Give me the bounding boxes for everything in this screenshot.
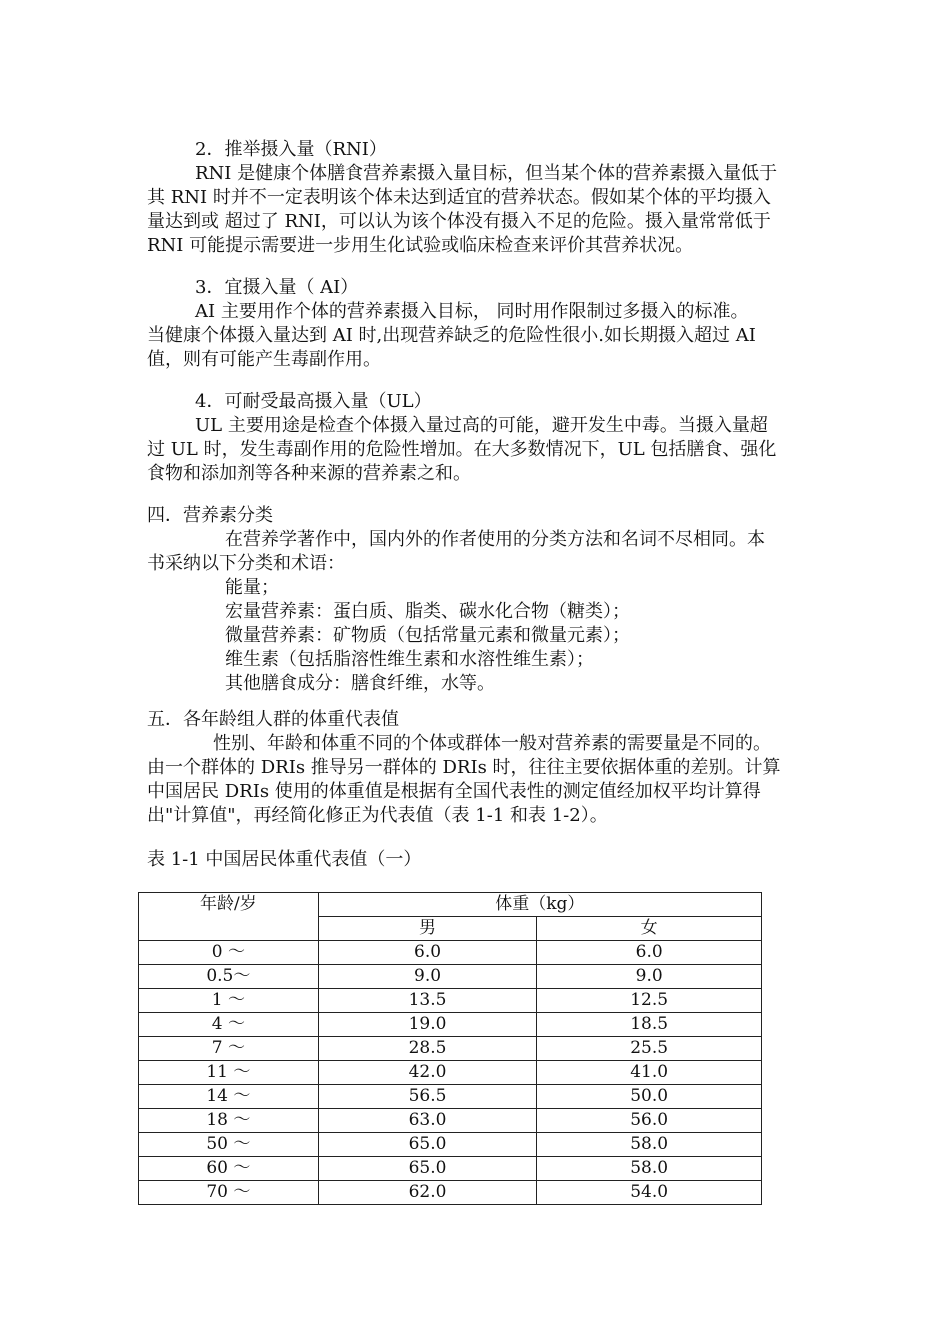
table-row	[139, 1157, 762, 1181]
text-line: UL 主要用途是检查个体摄入量过高的可能，避开发生中毒。当摄入量超	[195, 415, 768, 436]
cell-female: 41.0	[537, 1061, 762, 1085]
cell-age: 0 ～	[139, 941, 319, 965]
text-line: 食物和添加剂等各种来源的营养素之和。	[147, 463, 471, 484]
table-row	[139, 1109, 762, 1133]
table-row	[139, 1037, 762, 1061]
cell-age: 0.5～	[139, 965, 319, 989]
cell-female: 25.5	[537, 1037, 762, 1061]
section-rni	[147, 138, 807, 258]
text-line: 过 UL 时，发生毒副作用的危险性增加。在大多数情况下，UL 包括膳食、强化	[147, 439, 777, 460]
cell-age: 18 ～	[139, 1109, 319, 1133]
cell-male: 62.0	[318, 1181, 537, 1205]
cell-female: 6.0	[537, 941, 762, 965]
text-line: 由一个群体的 DRIs 推导另一群体的 DRIs 时，往往主要依据体重的差别。计算	[147, 757, 781, 778]
cell-age: 7 ～	[139, 1037, 319, 1061]
text-line: 微量营养素：矿物质（包括常量元素和微量元素）；	[225, 625, 630, 646]
text-line: 宏量营养素：蛋白质、脂类、碳水化合物（糖类）；	[225, 601, 630, 622]
table-caption: 表 1-1 中国居民体重代表值（一）	[147, 849, 422, 870]
text-line: 值，则有可能产生毒副作用。	[147, 349, 381, 370]
section-heading-line: 3．宜摄入量（ AI）	[195, 277, 359, 298]
cell-male: 9.0	[318, 965, 537, 989]
cell-age: 50 ～	[139, 1133, 319, 1157]
table-row	[139, 1061, 762, 1085]
cell-female: 54.0	[537, 1181, 762, 1205]
table-row	[139, 965, 762, 989]
text-line: 当健康个体摄入量达到 AI 时,出现营养缺乏的危险性很小.如长期摄入超过 AI	[147, 325, 756, 346]
cell-male: 42.0	[318, 1061, 537, 1085]
header-male: 男	[318, 917, 537, 941]
text-line: 中国居民 DRIs 使用的体重值是根据有全国代表性的测定值经加权平均计算得	[147, 781, 761, 802]
body-weight-table	[138, 892, 762, 1205]
section-nutrient-classification	[147, 504, 807, 696]
cell-male: 65.0	[318, 1133, 537, 1157]
text-line: 能量；	[225, 577, 279, 598]
text-line: 在营养学著作中，国内外的作者使用的分类方法和名词不尽相同。本	[225, 529, 765, 550]
cell-male: 6.0	[318, 941, 537, 965]
text-line: RNI 是健康个体膳食营养素摄入量目标，但当某个体的营养素摄入量低于	[195, 163, 778, 184]
cell-age: 70 ～	[139, 1181, 319, 1205]
table-body	[139, 941, 762, 1205]
text-line: 维生素（包括脂溶性维生素和水溶性维生素）；	[225, 649, 594, 670]
cell-male: 28.5	[318, 1037, 537, 1061]
section-body-weight	[147, 708, 807, 828]
text-line: 其 RNI 时并不一定表明该个体未达到适宜的营养状态。假如某个体的平均摄入	[147, 187, 771, 208]
section-heading-line: 2．推举摄入量（RNI）	[195, 139, 387, 160]
table-row	[139, 1133, 762, 1157]
cell-age: 11 ～	[139, 1061, 319, 1085]
section-heading-line: 五．各年龄组人群的体重代表值	[147, 709, 399, 730]
cell-male: 65.0	[318, 1157, 537, 1181]
text-line: 性别、年龄和体重不同的个体或群体一般对营养素的需要量是不同的。	[213, 733, 771, 754]
section-ai	[147, 276, 807, 372]
cell-male: 56.5	[318, 1085, 537, 1109]
header-female: 女	[537, 917, 762, 941]
section-heading-line: 四．营养素分类	[147, 505, 273, 526]
cell-female: 58.0	[537, 1157, 762, 1181]
table-row	[139, 1181, 762, 1205]
section-ul	[147, 390, 807, 486]
cell-age: 4 ～	[139, 1013, 319, 1037]
text-line: 量达到或 超过了 RNI，可以认为该个体没有摄入不足的危险。摄入量常常低于	[147, 211, 771, 232]
text-line: RNI 可能提示需要进一步用生化试验或临床检查来评价其营养状况。	[147, 235, 694, 256]
table-row	[139, 1085, 762, 1109]
cell-age: 1 ～	[139, 989, 319, 1013]
section-heading-line: 4．可耐受最高摄入量（UL）	[195, 391, 432, 412]
table-row	[139, 989, 762, 1013]
text-line: 出"计算值"，再经简化修正为代表值（表 1-1 和表 1-2）。	[147, 805, 608, 826]
cell-female: 56.0	[537, 1109, 762, 1133]
cell-female: 9.0	[537, 965, 762, 989]
cell-female: 12.5	[537, 989, 762, 1013]
cell-age: 14 ～	[139, 1085, 319, 1109]
cell-female: 18.5	[537, 1013, 762, 1037]
cell-age: 60 ～	[139, 1157, 319, 1181]
text-line: 书采纳以下分类和术语：	[147, 553, 345, 574]
cell-female: 58.0	[537, 1133, 762, 1157]
table-row	[139, 1013, 762, 1037]
cell-female: 50.0	[537, 1085, 762, 1109]
cell-male: 13.5	[318, 989, 537, 1013]
text-line: AI 主要用作个体的营养素摄入目标， 同时用作限制过多摄入的标准。	[195, 301, 749, 322]
cell-male: 63.0	[318, 1109, 537, 1133]
header-weight: 体重（kg）	[318, 893, 761, 917]
table-row	[139, 941, 762, 965]
header-age: 年龄/岁	[139, 893, 319, 941]
text-line: 其他膳食成分：膳食纤维，水等。	[225, 673, 495, 694]
cell-male: 19.0	[318, 1013, 537, 1037]
